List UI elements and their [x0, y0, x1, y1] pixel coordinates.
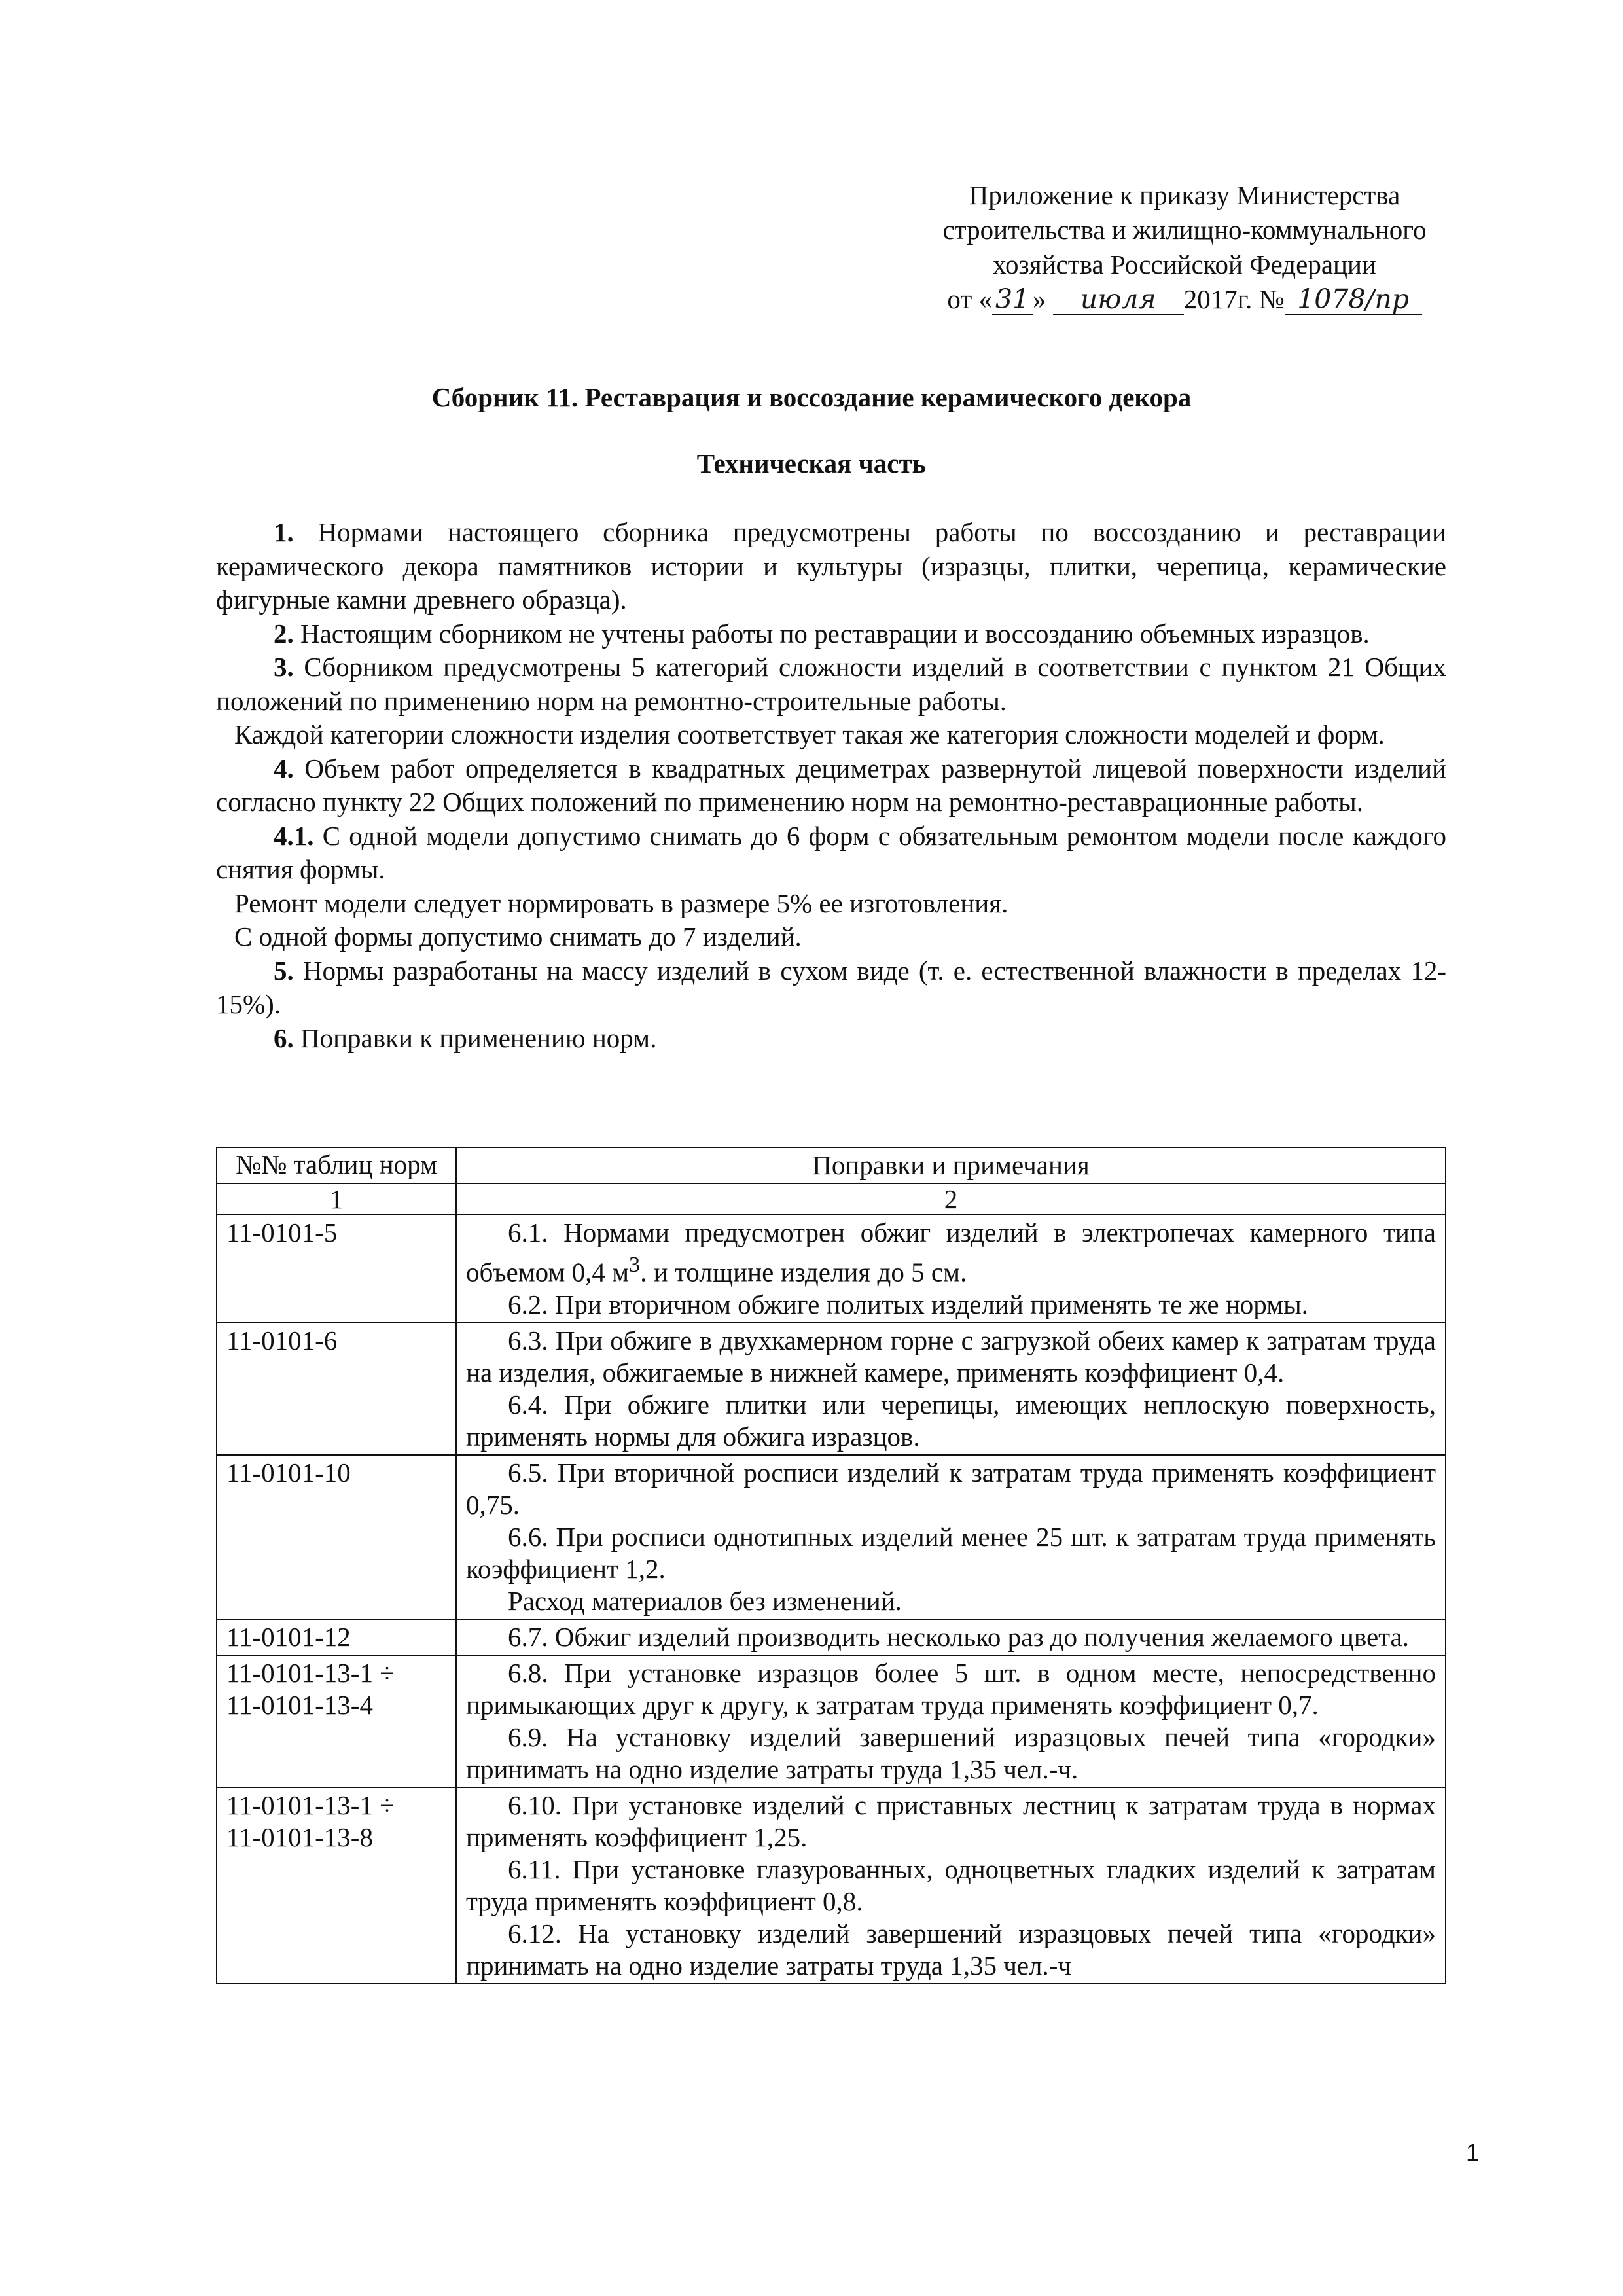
note: 6.11. При установке глазурованных, одноцветных гладких изделий к затратам труда применять коэффициент 0,8.: [466, 1854, 1436, 1916]
paragraph-number: 1.: [274, 517, 294, 547]
paragraph-3-note: Каждой категории сложности изделия соответствует такая же категория сложности моделей и форм.: [234, 719, 1385, 749]
note-text: 6.1. Нормами предусмотрен обжиг изделий в электропечах камерного типа объемом 0,4 м: [466, 1217, 1436, 1287]
column-header-norm-tables: №№ таблиц норм: [217, 1147, 456, 1183]
table-row: [217, 1215, 1446, 1323]
norm-table-code: [217, 1619, 456, 1655]
note: 6.5. При вторичной росписи изделий к затратам труда применять коэффициент 0,75.: [466, 1457, 1436, 1520]
code-line: 11-0101-13-1 ÷: [226, 1789, 395, 1820]
header-line-2: строительства и жилищно-коммунального: [942, 215, 1427, 245]
date-year: 2017г. №: [1183, 284, 1285, 314]
paragraph-text: С одной модели допустимо снимать до 6 форм с обязательным ремонтом модели после каждого снятия формы.: [216, 820, 1446, 884]
note: 6.9. На установку изделий завершений изразцовых печей типа «городки» принимать на одно изделие затраты труда 1,35 чел.-ч.: [466, 1721, 1436, 1784]
correction-notes: [456, 1215, 1446, 1323]
norms-corrections-table: [216, 1147, 1446, 1984]
paragraph-text: Настоящим сборником не учтены работы по реставрации и воссозданию объемных изразцов.: [293, 618, 1370, 649]
paragraph-1: [216, 516, 1446, 617]
norm-table-code: [217, 1787, 456, 1984]
note: 6.2. При вторичном обжиге политых изделий применять те же нормы.: [508, 1289, 1308, 1319]
norm-table-code: [217, 1215, 456, 1323]
note-text-continued: . и толщине изделия до 5 см.: [640, 1257, 967, 1287]
paragraph-number: 5.: [274, 955, 294, 986]
table-index-row: [217, 1183, 1446, 1215]
header-date-line: [890, 282, 1479, 317]
header-line-1: Приложение к приказу Министерства: [969, 180, 1400, 210]
paragraph-4-1: [216, 819, 1446, 887]
note: 6.6. При росписи однотипных изделий менее 25 шт. к затратам труда применять коэффициент 1,2.: [466, 1521, 1436, 1584]
paragraph-4-1-note-b: С одной формы допустимо снимать до 7 изделий.: [234, 922, 802, 952]
paragraph-number: 4.1.: [274, 820, 314, 851]
code-line: 11-0101-6: [226, 1325, 338, 1355]
code-line: 11-0101-13-4: [226, 1689, 373, 1720]
column-header-corrections: Поправки и примечания: [456, 1147, 1446, 1183]
code-line: 11-0101-13-1 ÷: [226, 1657, 395, 1688]
note: 6.3. При обжиге в двухкамерном горне с загрузкой обеих камер к затратам труда на изделия, обжигаемые в нижней камере, применять коэффициент 0,4.: [466, 1325, 1436, 1388]
paragraph-text: Сборником предусмотрены 5 категорий сложности изделий в соответствии с пунктом 21 Общих положений по применению норм на ремонтно-строительные работы.: [216, 652, 1446, 716]
column-index-1: 1: [217, 1183, 456, 1215]
correction-notes: [456, 1655, 1446, 1787]
handwritten-day: 31: [992, 285, 1033, 315]
code-line: 11-0101-12: [226, 1621, 351, 1652]
paragraph-4: [216, 752, 1446, 819]
note: [466, 1217, 1436, 1289]
paragraph-number: 6.: [274, 1022, 294, 1053]
note: 6.7. Обжиг изделий производить несколько раз до получения желаемого цвета.: [508, 1621, 1410, 1652]
document-subtitle: Техническая часть: [696, 448, 927, 478]
paragraph-4-1-note-a: Ремонт модели следует нормировать в размере 5% ее изготовления.: [234, 888, 1008, 918]
superscript-exponent: 3: [629, 1253, 641, 1277]
technical-section-text: [216, 516, 1446, 1055]
table-row: [217, 1619, 1446, 1655]
handwritten-order-number: 1078/пр: [1285, 285, 1422, 315]
appendix-header: [890, 178, 1479, 317]
code-line: 11-0101-10: [226, 1457, 351, 1488]
handwritten-month: июля: [1053, 285, 1184, 315]
note: 6.12. На установку изделий завершений изразцовых печей типа «городки» принимать на одно изделие затраты труда 1,35 чел.-ч: [466, 1918, 1436, 1981]
table-header-row: [217, 1147, 1446, 1183]
date-prefix: от «: [947, 284, 993, 314]
paragraph-5: [216, 954, 1446, 1022]
column-index-2: 2: [456, 1183, 1446, 1215]
paragraph-number: 2.: [274, 618, 294, 649]
document-title: Сборник 11. Реставрация и воссоздание керамического декора: [431, 382, 1192, 412]
correction-notes: [456, 1323, 1446, 1455]
table-row: [217, 1455, 1446, 1619]
correction-notes: [456, 1455, 1446, 1619]
norm-table-code: [217, 1455, 456, 1619]
note: 6.8. При установке изразцов более 5 шт. в одном месте, непосредственно примыкающих друг к другу, к затратам труда применять коэффициент 0,7.: [466, 1657, 1436, 1720]
date-quote-close: »: [1033, 284, 1046, 314]
note: 6.10. При установке изделий с приставных лестниц к затратам труда в нормах применять коэффициент 1,25.: [466, 1789, 1436, 1852]
note: Расход материалов без изменений.: [508, 1585, 902, 1616]
page-number: 1: [1466, 2139, 1480, 2166]
code-line: 11-0101-13-8: [226, 1821, 373, 1852]
table-row: [217, 1655, 1446, 1787]
table-row: [217, 1787, 1446, 1984]
norm-table-code: [217, 1655, 456, 1787]
paragraph-2: [216, 617, 1446, 651]
paragraph-text: Поправки к применению норм.: [293, 1022, 657, 1053]
paragraph-text: Нормы разработаны на массу изделий в сухом виде (т. е. естественной влажности в пределах 12-15%).: [216, 955, 1446, 1019]
correction-notes: [456, 1787, 1446, 1984]
paragraph-3: [216, 651, 1446, 718]
paragraph-number: 4.: [274, 753, 294, 783]
header-line-3: хозяйства Российской Федерации: [993, 249, 1376, 279]
norm-table-code: [217, 1323, 456, 1455]
paragraph-number: 3.: [274, 652, 294, 682]
correction-notes: [456, 1619, 1446, 1655]
note: 6.4. При обжиге плитки или черепицы, имеющих неплоскую поверхность, применять нормы для обжига изразцов.: [466, 1389, 1436, 1452]
paragraph-6: [216, 1022, 1446, 1056]
paragraph-text: Объем работ определяется в квадратных дециметрах развернутой лицевой поверхности изделий согласно пункту 22 Общих положений по применению норм на ремонтно-реставрационные работы.: [216, 753, 1446, 817]
table-row: [217, 1323, 1446, 1455]
code-line: 11-0101-5: [226, 1217, 338, 1247]
paragraph-text: Нормами настоящего сборника предусмотрены работы по воссозданию и реставрации керамического декора памятников истории и культуры (изразцы, плитки, черепица, керамические фигурные камни древнего образца).: [216, 517, 1446, 615]
